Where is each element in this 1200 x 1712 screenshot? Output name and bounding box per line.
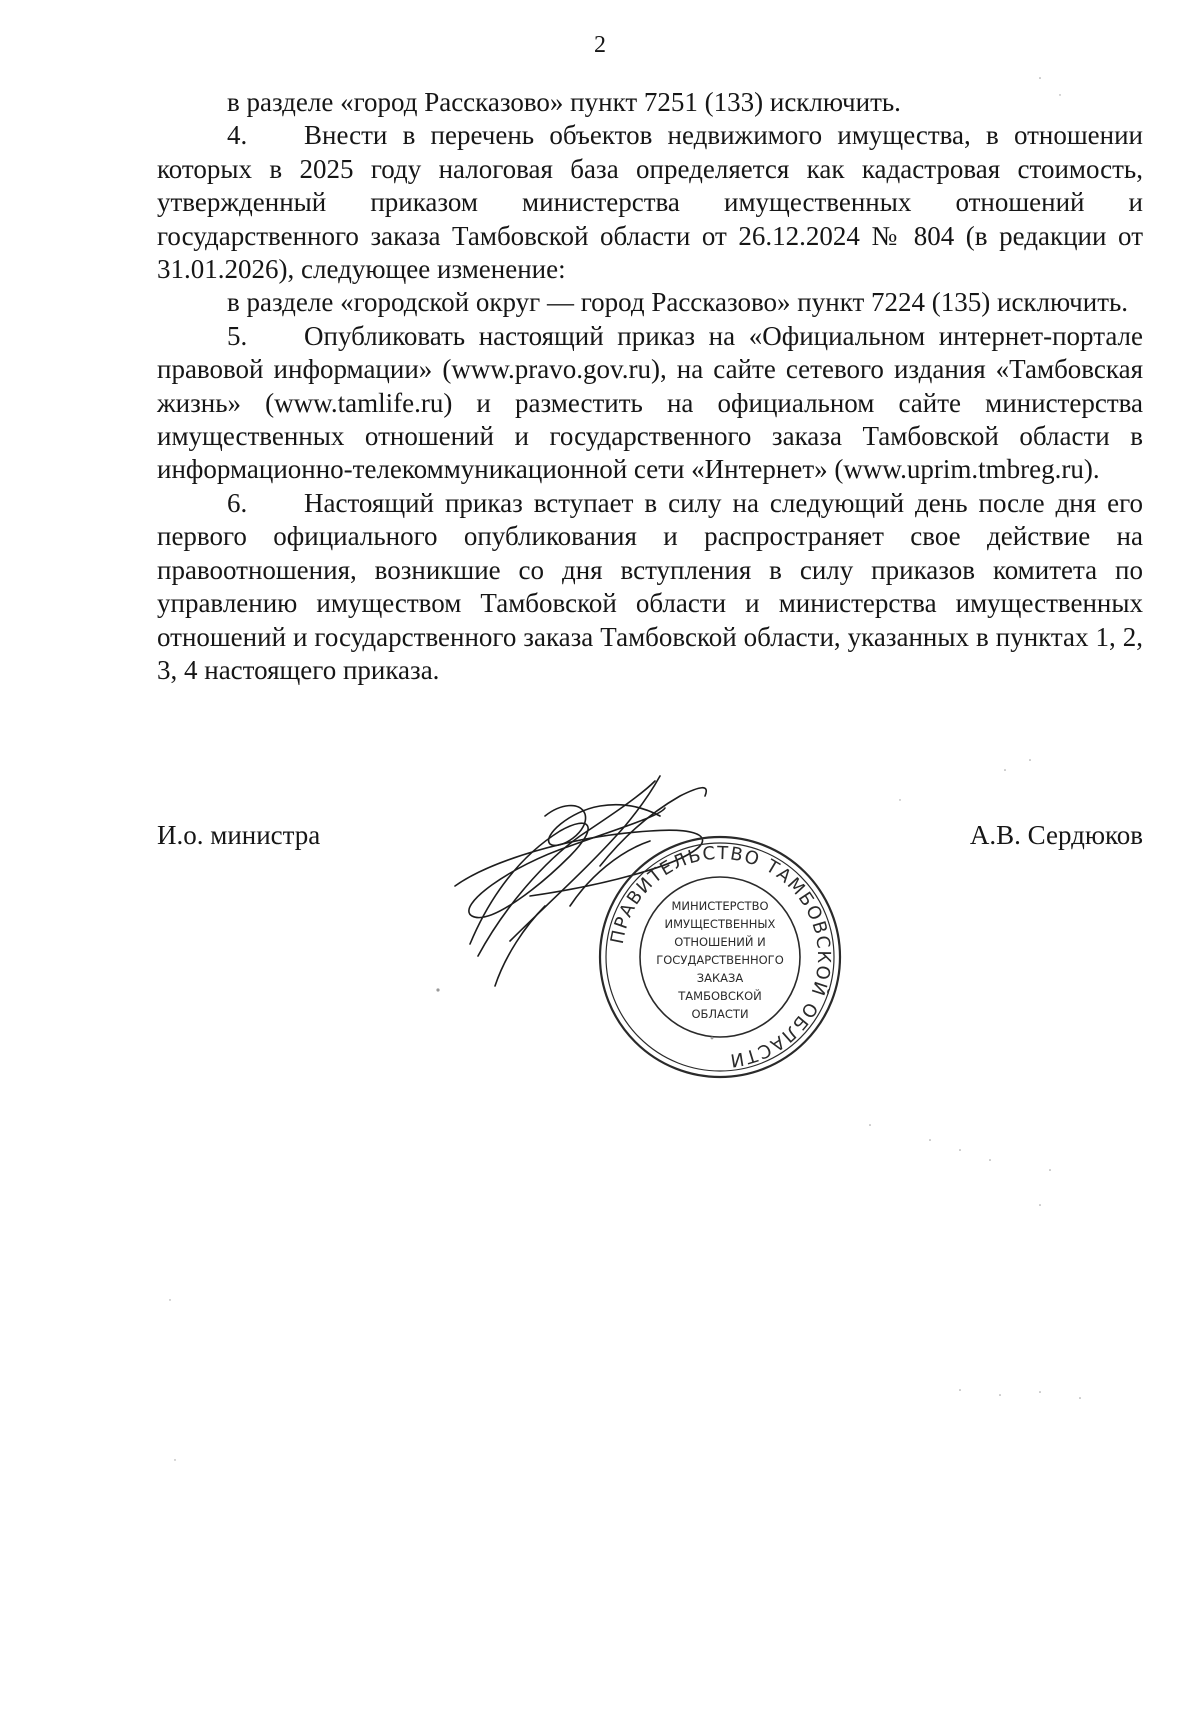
seal-line: ЗАКАЗА (696, 971, 744, 985)
paragraph-item-4 (157, 119, 1143, 286)
seal-line: ОБЛАСТИ (691, 1007, 749, 1021)
seal-outer-ring-text: ПРАВИТЕЛЬСТВО ТАМБОВСКОЙ ОБЛАСТИ (606, 842, 835, 1071)
paragraph-item-6 (157, 487, 1143, 687)
item-text: Внести в перечень объектов недвижимого имущества, в отношении которых в 2025 году налоговая база определяется как кадастровая стоимость, утвержденный приказом министерства имущественных отношений и государственного заказа Тамбовской области от 26.12.2024 № 804 (в редакции от 31.01.2026), следующее изменение: (157, 120, 1143, 285)
seal-line: ОТНОШЕНИЙ И (674, 935, 766, 949)
item-number: 5. (227, 320, 248, 351)
seal-line: ТАМБОВСКОЙ (678, 989, 762, 1003)
paragraph-item-5 (157, 320, 1143, 487)
document-body (157, 86, 1143, 687)
item-text: Опубликовать настоящий приказ на «Официальном интернет-портале правовой информации» (www.pravo.gov.ru), на сайте сетевого издания «Тамбовская жизнь» (www.tamlife.ru) и разместить на официальном сайте министерства имущественных отношений и государственного заказа Тамбовской области в информационно-телекоммуникационной сети «Интернет» (www.uprim.tmbreg.ru). (157, 320, 1143, 485)
item-number: 6. (227, 487, 248, 518)
signatory-position: И.о. министра (157, 820, 321, 850)
paragraph-section-city-district: в разделе «городской округ — город Рассказово» пункт 7224 (135) исключить. (227, 287, 1129, 318)
signatory-name: А.В. Сердюков (969, 820, 1143, 850)
official-seal (595, 832, 845, 1082)
seal-line: ГОСУДАРСТВЕННОГО (656, 953, 784, 967)
paragraph-section-rasskazovo: в разделе «город Рассказово» пункт 7251 (133) исключить. (227, 87, 901, 117)
seal-line: МИНИСТЕРСТВО (671, 899, 769, 913)
item-number: 4. (227, 120, 248, 151)
seal-line: ИМУЩЕСТВЕННЫХ (664, 917, 776, 931)
page-number: 2 (594, 32, 606, 58)
item-text: Настоящий приказ вступает в силу на следующий день после дня его первого официального опубликования и распространяет свое действие на правоотношения, возникшие со дня вступления в силу приказов комитета по управлению имуществом Тамбовской области и министерства имущественных отношений и государственного заказа Тамбовской области, указанных в пунктах 1, 2, 3, 4 настоящего приказа. (157, 487, 1143, 685)
